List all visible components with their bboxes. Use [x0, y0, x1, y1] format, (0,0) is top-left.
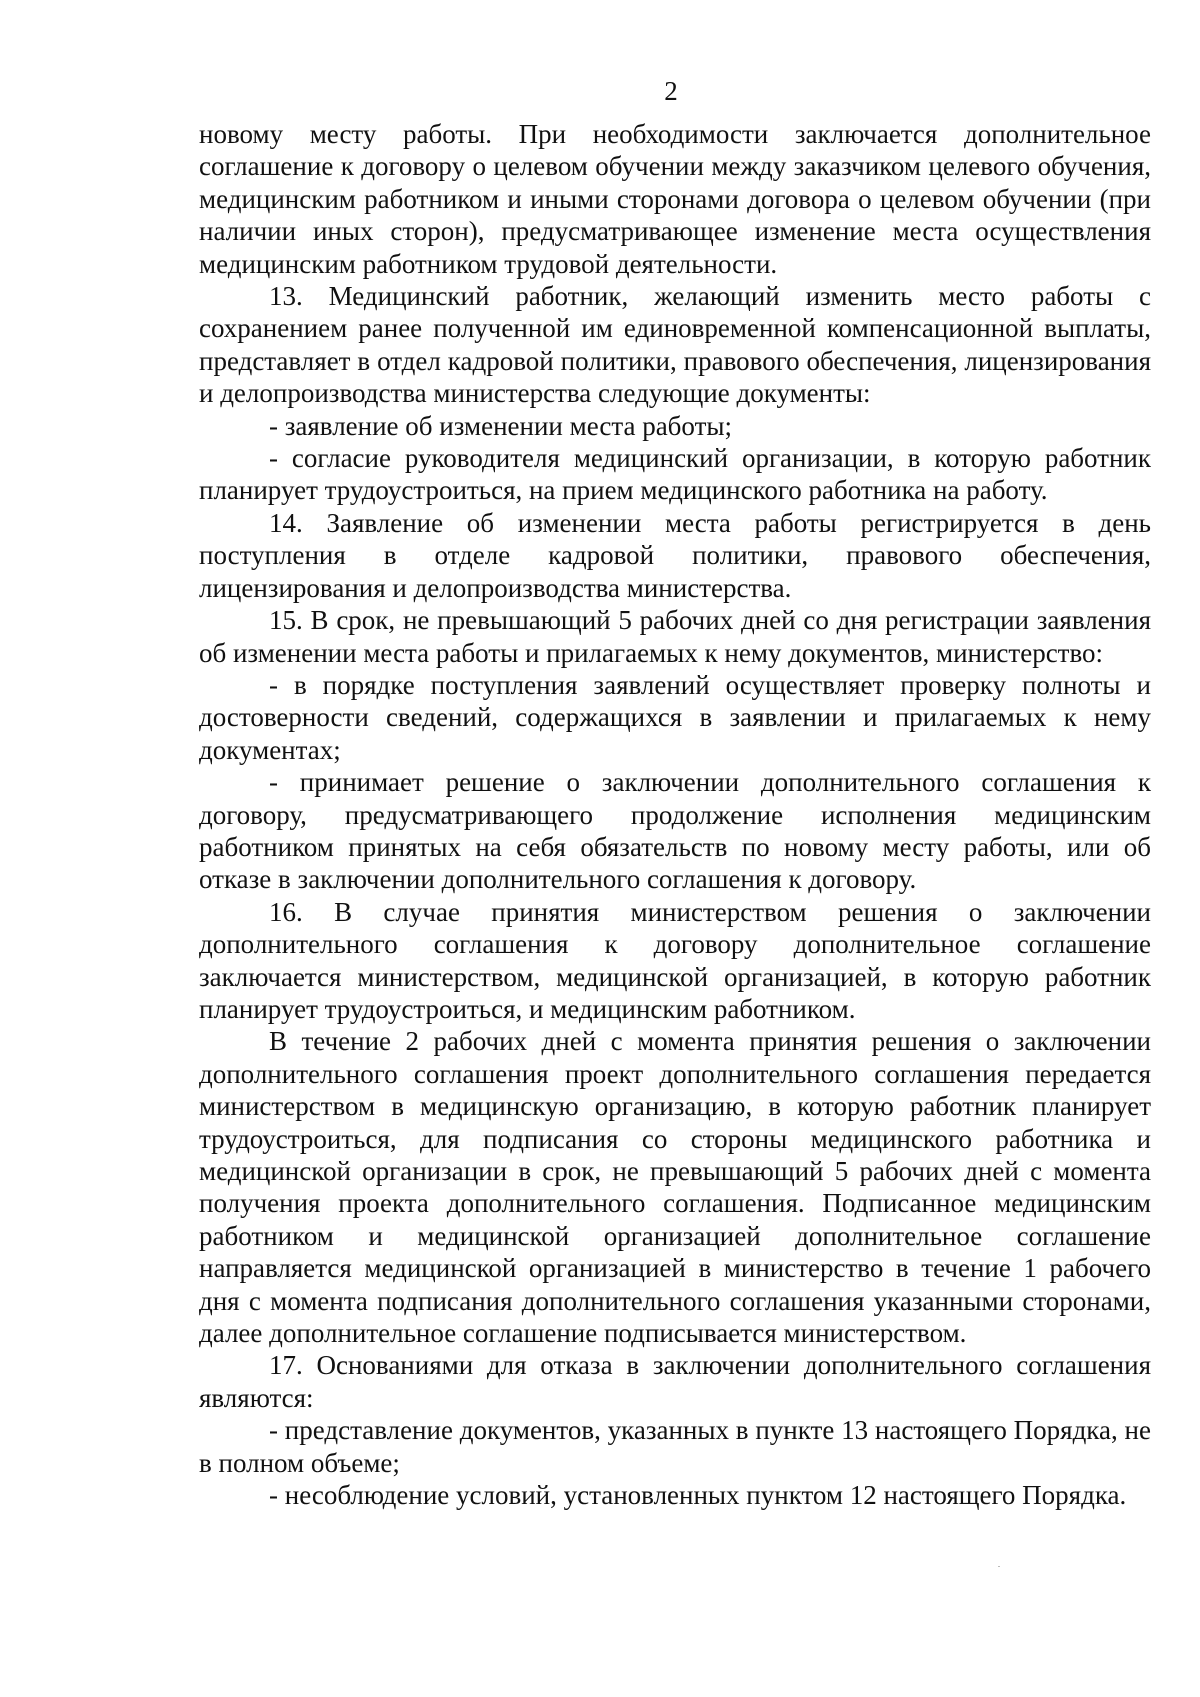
paragraph-item-15: 15. В срок, не превышающий 5 рабочих дней со дня регистрации заявления об изменении места работы и прилагаемых к нему документов, министерство:	[199, 605, 1151, 668]
list-item-application: - заявление об изменении места работы;	[269, 410, 733, 441]
paragraph-item-14: 14. Заявление об изменении места работы регистрируется в день поступления в отделе кадровой политики, правового обеспечения, лицензирования и делопроизводства министерства.	[199, 507, 1151, 603]
list-item-conditions-not-met: - несоблюдение условий, установленных пунктом 12 настоящего Порядка.	[269, 1480, 1127, 1511]
scan-speck	[998, 1566, 1000, 1567]
paragraph-item-16-continued: В течение 2 рабочих дней с момента принятия решения о заключении дополнительного соглашения проект дополнительного соглашения передается министерством в медицинскую организацию, в которую работник планирует трудоустроиться, для подписания со стороны медицинского работника и медицинской организации в срок, не превышающий 5 рабочих дней с момента получения проекта дополнительного соглашения. Подписанное медицинским работником и медицинской организацией дополнительное соглашение направляется медицинской организацией в министерство в течение 1 рабочего дня с момента подписания дополнительного соглашения указанными сторонами, далее дополнительное соглашение подписывается министерством.	[199, 1026, 1151, 1349]
page-number: 2	[664, 76, 678, 106]
paragraph-continuation: новому месту работы. При необходимости заключается дополнительное соглашение к договору о целевом обучении между заказчиком целевого обучения, медицинским работником и иными сторонами договора о целевом обучении (при наличии иных сторон), предусматривающее изменение места осуществления медицинским работником трудовой деятельности.	[199, 119, 1151, 279]
paragraph-item-17: 17. Основаниями для отказа в заключении дополнительного соглашения являются:	[199, 1350, 1151, 1413]
document-body	[199, 118, 1151, 1511]
paragraph-item-13: 13. Медицинский работник, желающий изменить место работы с сохранением ранее полученной им единовременной компенсационной выплаты, представляет в отдел кадровой политики, правового обеспечения, лицензирования и делопроизводства министерства следующие документы:	[199, 281, 1151, 409]
list-item-verification: - в порядке поступления заявлений осуществляет проверку полноты и достоверности сведений, содержащихся в заявлении и прилагаемых к нему документах;	[199, 669, 1151, 765]
list-item-incomplete-documents: - представление документов, указанных в пункте 13 настоящего Порядка, не в полном объеме;	[199, 1415, 1151, 1478]
paragraph-item-16: 16. В случае принятия министерством решения о заключении дополнительного соглашения к договору дополнительное соглашение заключается министерством, медицинской организацией, в которую работник планирует трудоустроиться, и медицинским работником.	[199, 896, 1151, 1024]
list-item-consent: - согласие руководителя медицинский организации, в которую работник планирует трудоустроиться, на прием медицинского работника на работу.	[199, 443, 1151, 506]
list-item-decision: - принимает решение о заключении дополнительного соглашения к договору, предусматривающего продолжение исполнения медицинским работником принятых на себя обязательств по новому месту работы, или об отказе в заключении дополнительного соглашения к договору.	[199, 767, 1151, 895]
